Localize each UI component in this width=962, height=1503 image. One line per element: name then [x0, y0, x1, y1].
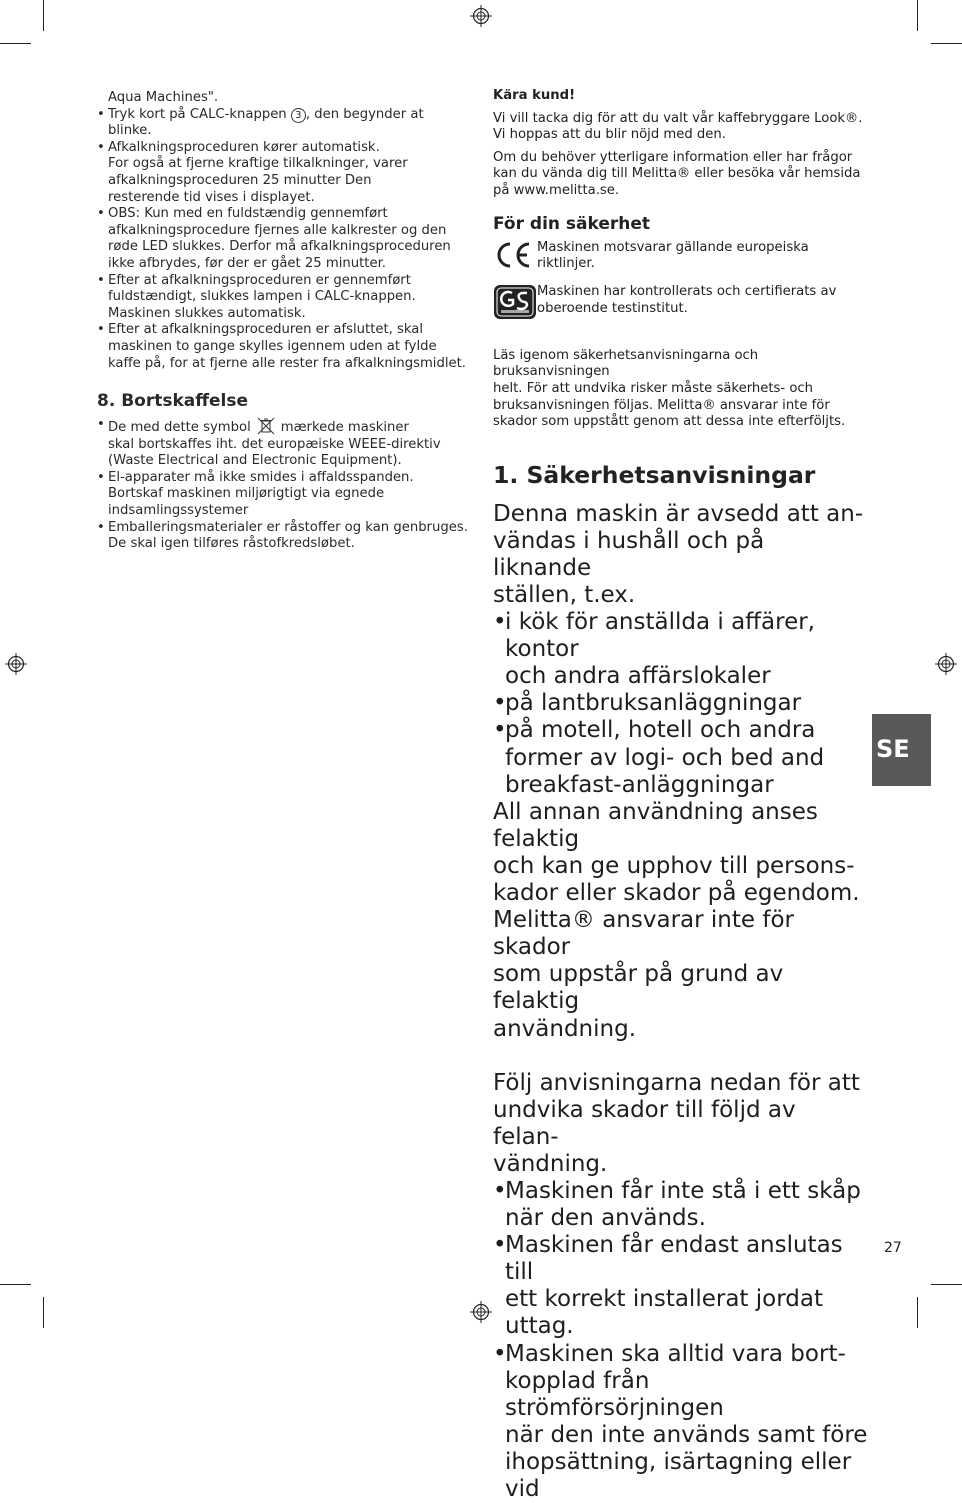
language-tab-label: SE — [876, 735, 910, 763]
crop-mark — [931, 1284, 962, 1285]
info-text: Om du behöver ytterligare information eller har frågor kan du vända dig till Melitta® eller besöka vår hemsida på www.melitta.se. — [493, 149, 861, 198]
list-item: • OBS: Kun med en fuldstændig gennemført afkalkningsprocedure fjernes alle kalkrester og den røde LED slukkes. Derfor må afkalkningsproceduren ikke afbrydes, før der er gået 25 minutter. — [97, 206, 475, 272]
list-item: • Emballeringsmaterialer er råstoffer og kan genbruges. De skal igen tilføres råstofkredsløbet. — [97, 520, 475, 553]
list-item: • Maskinen får endast anslutas till ett korrekt installerat jordat uttag. — [493, 1232, 868, 1340]
safety-heading: För din säkerhet — [493, 213, 651, 234]
usage-paragraph: Denna maskin är avsedd att an- vändas i hushåll och på liknande ställen, t.ex. — [493, 500, 864, 608]
section-heading: 1. Säkerhetsanvisningar — [493, 460, 816, 489]
right-column — [493, 88, 868, 1503]
crop-mark — [43, 1297, 44, 1328]
continued-text: Aqua Machines". — [108, 90, 219, 105]
list-item: • på lantbruksanläggningar — [493, 690, 868, 717]
crop-mark — [43, 0, 44, 31]
list-item: • på motell, hotell och andra former av logi- och bed and breakfast-anläggningar — [493, 717, 868, 798]
crop-mark — [917, 1297, 918, 1328]
registration-mark-icon — [470, 1301, 492, 1323]
registration-mark-icon — [935, 653, 957, 675]
list-item: • Maskinen får inte stå i ett skåp när den används. — [493, 1178, 868, 1232]
step-number-badge: 3 — [291, 108, 306, 123]
list-item: • i kök för anställda i affärer, kontor och andra affärslokaler — [493, 609, 868, 690]
safety-list — [493, 1178, 868, 1503]
list-item: • Tryk kort på CALC-knappen 3 , den begynder at blinke. — [97, 107, 475, 140]
usage-list — [493, 609, 868, 799]
greeting: Kära kund! — [493, 88, 576, 103]
disposal-list — [97, 417, 475, 553]
registration-mark-icon — [5, 653, 27, 675]
crop-mark — [917, 0, 918, 31]
page-number: 27 — [884, 1240, 902, 1256]
crop-mark — [0, 1284, 31, 1285]
safety-body — [493, 501, 868, 1503]
misuse-paragraph: All annan användning anses felaktig och kan ge upphov till persons- kador eller skador på egendom. Melitta® ansvarar inte för skador som uppstår på grund av felaktig användning. — [493, 798, 860, 1042]
list-item: • Afkalkningsproceduren kører automatisk. For også at fjerne kraftige tilkalkninger, varer afkalkningsproceduren 25 minutter Den resterende tid vises i displayet. — [97, 140, 475, 206]
ce-mark-icon — [493, 240, 533, 270]
registration-mark-icon — [470, 5, 492, 27]
intro-text: Vi vill tacka dig för att du valt vår kaffebryggare Look®. Vi hoppas att du blir nöjd med den. — [493, 110, 863, 143]
ce-statement — [493, 240, 868, 276]
crop-mark — [931, 43, 962, 44]
crop-mark — [0, 43, 31, 44]
follow-paragraph: Följ anvisningarna nedan för att undvika skador till följd av felan- vändning. — [493, 1069, 860, 1177]
list-item: • Efter at afkalkningsproceduren er gennemført fuldstændigt, slukkes lampen i CALC-knappen. Maskinen slukkes automatisk. — [97, 273, 475, 323]
disposal-heading: 8. Bortskaffelse — [97, 391, 249, 412]
crossed-bin-icon — [256, 417, 276, 435]
gs-statement — [493, 284, 868, 326]
ce-text: Maskinen motsvarar gällande europeiska riktlinjer. — [537, 239, 809, 272]
list-item: • Efter at afkalkningsproceduren er afsluttet, skal maskinen to gange skylles igennem uden at fylde kaffe på, for at fjerne alle rester fra afkalkningsmidlet. — [97, 322, 475, 372]
descaling-steps — [97, 107, 475, 373]
language-tab — [872, 714, 931, 786]
gs-mark-icon — [493, 284, 537, 320]
read-instructions-text: Läs igenom säkerhetsanvisningarna och bruksanvisningen helt. För att undvika risker måste säkerhets- och bruksanvisningen följas. Melitta® ansvarar inte för skador som uppstått genom att dessa inte efterföljts. — [493, 347, 846, 430]
left-column — [97, 90, 475, 553]
list-item: • El-apparater må ikke smides i affaldsspanden. Bortskaf maskinen miljørigtigt via egnede indsamlingssystemer — [97, 470, 475, 520]
list-item: • De med dette symbol mærkede maskiner skal bortskaffes iht. det europæiske WEEE-direktiv (Waste Electrical and Electronic Equipment). — [97, 417, 475, 470]
list-item: • Maskinen ska alltid vara bort- kopplad från strömförsörjningen när den inte används samt före ihopsättning, isärtagning eller vid — [493, 1341, 868, 1503]
gs-text: Maskinen har kontrollerats och certifierats av oberoende testinstitut. — [537, 284, 837, 316]
